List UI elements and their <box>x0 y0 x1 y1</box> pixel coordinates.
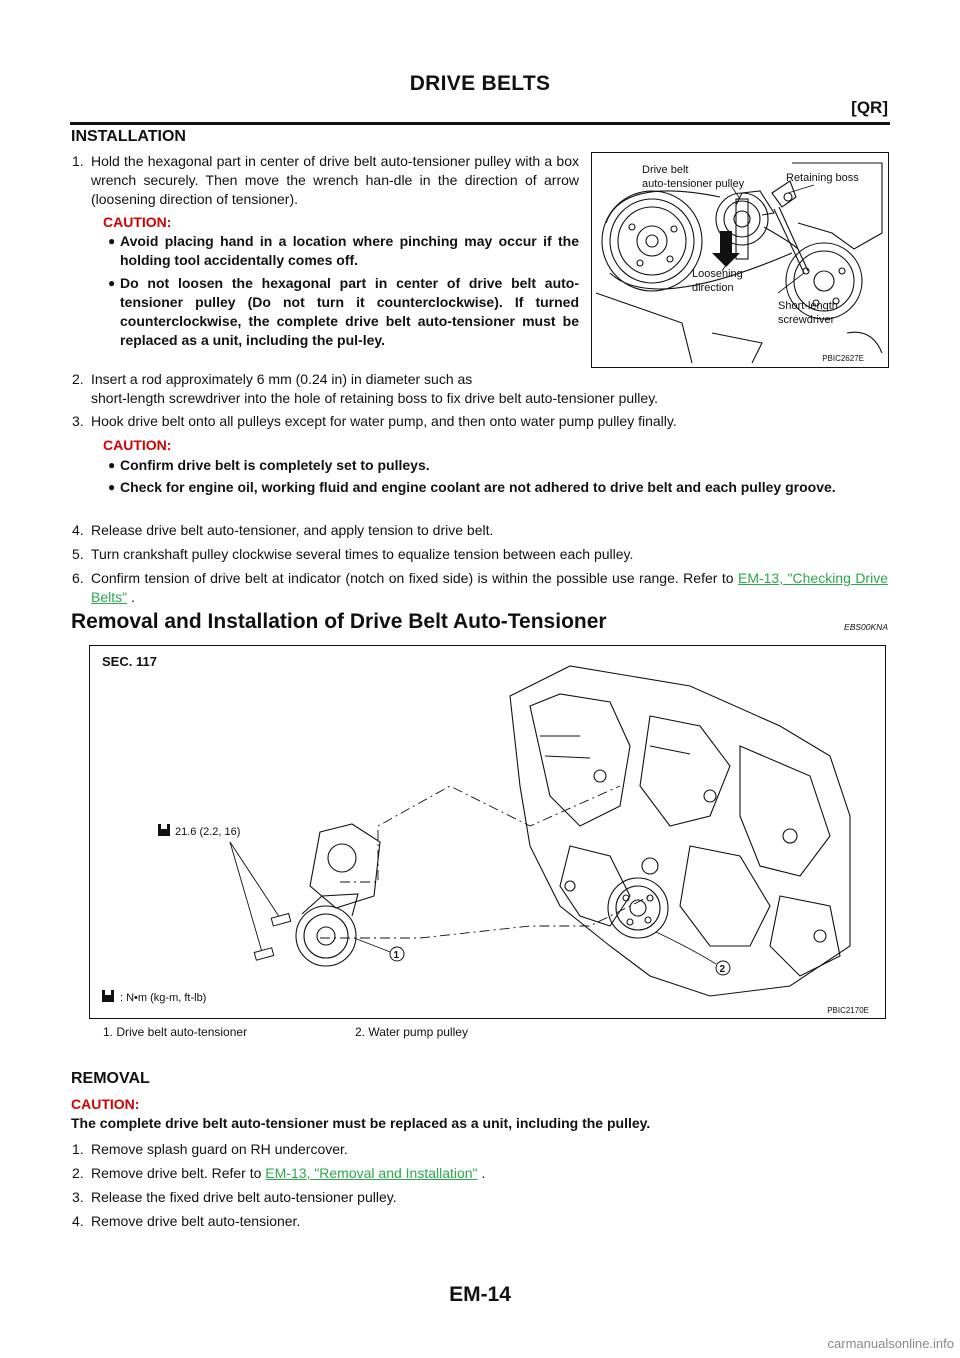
callout-2: 2 <box>719 964 726 975</box>
torque-value: 21.6 (2.2, 16) <box>175 826 241 838</box>
step-text: Turn crankshaft pulley clockwise several times to equalize tension between each pulley. <box>91 546 634 562</box>
step-5 <box>72 545 891 564</box>
step-number: 4. <box>72 522 84 538</box>
page-number: EM-14 <box>449 1283 511 1306</box>
bullet-icon: ● <box>108 276 116 290</box>
label-loosening: Loosening <box>692 268 743 280</box>
figure-engine-illustration <box>90 646 885 1018</box>
step-1 <box>72 152 579 209</box>
section-tag: [QR] <box>851 98 888 117</box>
step-number: 2. <box>72 1165 84 1181</box>
removal-installation-link[interactable]: EM-13, "Removal and Installation" <box>265 1165 478 1181</box>
step-3 <box>72 412 891 431</box>
caution-bullet: ● Confirm drive belt is completely set to pulleys. <box>108 457 430 473</box>
step-2-continued: short-length screwdriver into the hole of retaining boss to fix drive belt auto-tensioner pulley. <box>91 390 659 406</box>
label-short-length: Short-length <box>778 300 838 312</box>
step-text: Remove drive belt auto-tensioner. <box>91 1213 301 1229</box>
bullet-icon: ● <box>108 458 116 472</box>
callout-1: 1 <box>393 950 400 961</box>
step-2 <box>72 370 579 389</box>
caution-bullet: ● Do not loosen the hexagonal part in center of drive belt auto-tensioner pulley (Do not turn it counterclockwise). If turned counterclockwise, the complete drive belt auto-tensioner must be replaced as a unit, including the pul-ley. <box>108 275 579 348</box>
caution-label: CAUTION: <box>103 437 172 453</box>
step-text: Confirm tension of drive belt at indicator (notch on fixed side) is within the possible use range. Refer to <box>91 570 734 586</box>
torque-units: : N•m (kg-m, ft-lb) <box>120 992 207 1004</box>
step-text: Release the fixed drive belt auto-tensioner pulley. <box>91 1189 397 1205</box>
step-4 <box>72 521 891 540</box>
step-number: 1. <box>72 153 84 169</box>
step-text: Hold the hexagonal part in center of drive belt auto-tensioner pulley with a box wrench securely. Then move the wrench han-dle in the direction of arrow (loosening direction of tensioner). <box>91 153 579 207</box>
watermark: carmanualsonline.info <box>827 1336 954 1351</box>
step-text: Remove splash guard on RH undercover. <box>91 1141 348 1157</box>
checking-drive-belts-link[interactable]: EM-13, "Checking Drive Belts" <box>91 570 888 605</box>
installation-heading: INSTALLATION <box>71 128 186 145</box>
figure-id: PBIC2170E <box>827 1006 869 1015</box>
section-code: EBS00KNA <box>844 622 888 632</box>
figure-tensioner-illustration <box>592 153 888 367</box>
label-direction: direction <box>692 282 734 294</box>
page-title: DRIVE BELTS <box>409 72 551 95</box>
step-text: Remove drive belt. Refer to <box>91 1165 262 1181</box>
sec-number: SEC. 117 <box>102 654 157 669</box>
bullet-icon: ● <box>108 480 116 494</box>
step-number: 2. <box>72 371 84 387</box>
caution-bullet: ● Avoid placing hand in a location where pinching may occur if the holding tool accidentally comes off. <box>108 233 579 268</box>
label-auto-tensioner-pulley: auto-tensioner pulley <box>642 178 745 190</box>
torque-unit-icon <box>102 990 114 1002</box>
figure-engine-tensioner <box>89 645 886 1019</box>
section-heading: Removal and Installation of Drive Belt Auto-Tensioner <box>71 610 607 633</box>
step-number: 3. <box>72 413 84 429</box>
step-number: 3. <box>72 1189 84 1205</box>
step-number: 4. <box>72 1213 84 1229</box>
step-number: 1. <box>72 1141 84 1157</box>
step-number: 6. <box>72 570 84 586</box>
removal-step-3 <box>72 1188 891 1207</box>
removal-step-1 <box>72 1140 891 1159</box>
bullet-icon: ● <box>108 234 116 248</box>
label-retaining-boss: Retaining boss <box>786 172 859 184</box>
step-number: 5. <box>72 546 84 562</box>
caution-bullet: ● Check for engine oil, working fluid and engine coolant are not adhered to drive belt and each pulley groove. <box>108 479 836 495</box>
removal-step-2: 2. Remove drive belt. Refer to EM-13, "Removal and Installation" . <box>72 1165 486 1181</box>
step-text: Insert a rod approximately 6 mm (0.24 in) in diameter such as <box>91 371 473 387</box>
figure-tensioner-pulley <box>591 152 889 368</box>
torque-icon <box>158 824 170 836</box>
caution-label: CAUTION: <box>71 1096 140 1112</box>
caution-label: CAUTION: <box>103 214 172 230</box>
step-text: Hook drive belt onto all pulleys except for water pump, and then onto water pump pulley finally. <box>91 413 677 429</box>
legend-item-1: 1. Drive belt auto-tensioner <box>103 1025 248 1039</box>
removal-caution-text: The complete drive belt auto-tensioner must be replaced as a unit, including the pulley. <box>71 1115 651 1131</box>
removal-step-4 <box>72 1212 891 1231</box>
header-rule <box>70 122 890 125</box>
figure-id: PBIC2627E <box>822 354 864 363</box>
label-drive-belt: Drive belt <box>642 164 689 176</box>
label-screwdriver: screwdriver <box>778 314 835 326</box>
legend-item-2: 2. Water pump pulley <box>355 1025 468 1039</box>
step-text: Release drive belt auto-tensioner, and apply tension to drive belt. <box>91 522 494 538</box>
removal-heading: REMOVAL <box>71 1070 150 1087</box>
step-6: 6. Confirm tension of drive belt at indicator (notch on fixed side) is within the possible use range. Refer to EM-13, "Checking Drive Belts" . <box>72 570 888 605</box>
